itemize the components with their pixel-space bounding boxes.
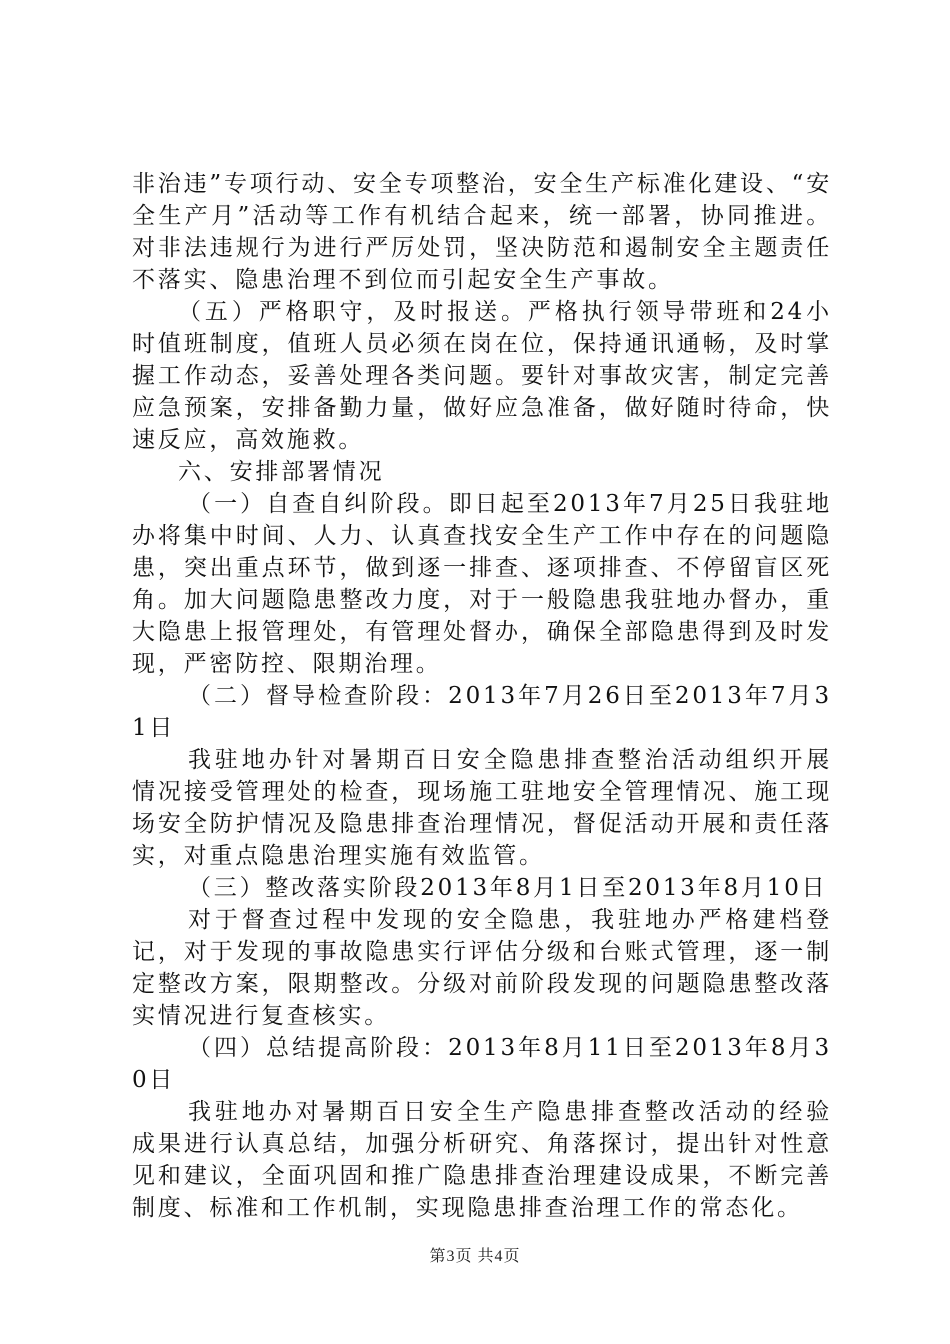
paragraph-continuation: 非治违”专项行动、安全专项整治，安全生产标准化建设、“安全生产月”活动等工作有机结合起来，统一部署，协同推进。对非法违规行为进行严厉处罚，坚决防范和遏制安全主题责任不落实、隐患治理不到位而引起安全生产事故。: [132, 171, 832, 293]
heading-stage-2: （二）督导检查阶段：2013年7月26日至2013年7月31日: [132, 683, 832, 741]
paragraph-stage-1: （一）自查自纠阶段。即日起至2013年7月25日我驻地办将集中时间、人力、认真查找安全生产工作中存在的问题隐患，突出重点环节，做到逐一排查、逐项排查、不停留盲区死角。加大问题隐患整改力度，对于一般隐患我驻地办督办，重大隐患上报管理处，有管理处督办，确保全部隐患得到及时发现，严密防控、限期治理。: [132, 491, 832, 677]
document-body: [132, 168, 832, 1224]
page-footer: 第3页 共4页: [429, 1248, 521, 1265]
paragraph-stage-3-body: 对于督查过程中发现的安全隐患，我驻地办严格建档登记，对于发现的事故隐患实行评估分级和台账式管理，逐一制定整改方案，限期整改。分级对前阶段发现的问题隐患整改落实情况进行复查核实。: [132, 907, 832, 1029]
paragraph-stage-2-body: 我驻地办针对暑期百日安全隐患排查整治活动组织开展情况接受管理处的检查，现场施工驻地安全管理情况、施工现场安全防护情况及隐患排查治理情况，督促活动开展和责任落实，对重点隐患治理实施有效监管。: [132, 747, 832, 869]
heading-stage-4: （四）总结提高阶段：2013年8月11日至2013年8月30日: [132, 1035, 832, 1093]
heading-section-6: 六、安排部署情况: [178, 459, 385, 485]
paragraph-section-5: （五）严格职守，及时报送。严格执行领导带班和24小时值班制度，值班人员必须在岗在位，保持通讯通畅，及时掌握工作动态，妥善处理各类问题。要针对事故灾害，制定完善应急预案，安排备勤力量，做好应急准备，做好随时待命，快速反应，高效施救。: [132, 299, 832, 453]
paragraph-stage-4-body: 我驻地办对暑期百日安全生产隐患排查整改活动的经验成果进行认真总结，加强分析研究、角落探讨，提出针对性意见和建议，全面巩固和推广隐患排查治理建设成果，不断完善制度、标准和工作机制，实现隐患排查治理工作的常态化。: [132, 1099, 832, 1221]
heading-stage-3: （三）整改落实阶段2013年8月1日至2013年8月10日: [188, 875, 828, 901]
